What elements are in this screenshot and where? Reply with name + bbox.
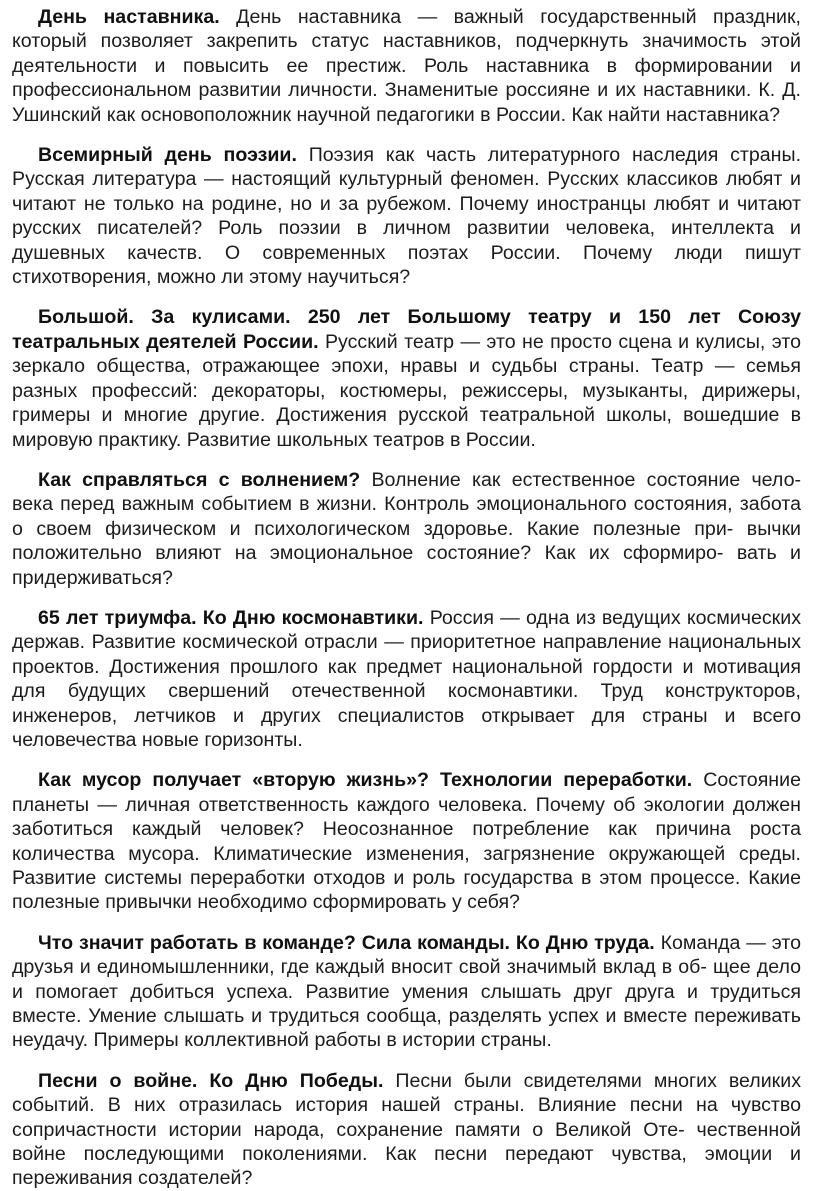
section-teamwork [12,931,801,1053]
section-poetry-day [12,143,801,289]
section-body: Команда — это друзья и единомышленники, где каждый вносит свой значимый вклад в об- щее дело и помогает добиться успеха. Развитие умения слышать друг друга и трудиться вместе. Умение слышать и трудиться сообща, разделять успех и вместе переживать неудачу. Примеры коллективной работы в истории страны. [12,931,802,1052]
section-body: Русский театр — это не просто сцена и кулисы, это зеркало общества, отражающее эпохи, нравы и судьбы страны. Театр — семья разных профессий: декораторы, костюмеры, режиссеры, музыканты, дирижеры, гримеры и многие другие. Достижения русской театральной школы, вошедшие в мировую практику. Развитие школьных театров в России. [12,330,801,451]
section-body: Россия — одна из ведущих космических держав. Развитие космической отрасли — приоритетное направление национальных проектов. Достижения прошлого как предмет национальной гордости и мотивация для будущих свершений отечественной космонавтики. Труд конструкторов, инженеров, летчиков и других специалистов открывает для страны и всего человечества новые горизонты. [12,606,801,751]
section-title: Как мусор получает «вторую жизнь»? Технологии переработки. [38,769,693,792]
section-mentor-day [12,5,801,127]
section-title: Как справляться с волнением? [38,468,361,491]
section-body: День наставника — важный государственный праздник, который позволяет закрепить статус наставников, подчеркнуть значимость этой деятельности и повысить ее престиж. Роль наставника в формировании и профессиональном развитии личности. Знаменитые россияне и их наставники. К. Д. Ушинский как основоположник научной педагогики в России. Как найти наставника? [12,6,801,126]
section-body: Песни были свидетелями многих великих событий. В них отразилась история нашей страны. Влияние песни на чувство сопричастности истории народа, сохранение памяти о Великой Оте- чественной войне последующими поколениями. Как песни передают чувства, эмоции и переживания создателей? [12,1069,802,1190]
section-body: Состояние планеты — личная ответственность каждого человека. Почему об экологии должен заботиться каждый человек? Неосознанное потребление как причина роста количества мусора. Климатические изменения, загрязнение окружающей среды. Развитие системы переработки отходов и роль государства в этом процессе. Какие полезные привычки необходимо сформировать у себя? [12,769,801,914]
section-title: 65 лет триумфа. Ко Дню космонавтики. [38,606,424,629]
section-war-songs [12,1069,801,1191]
section-cosmonautics-day [12,606,801,752]
section-title: Всемирный день поэзии. [38,144,297,167]
section-recycling [12,768,801,914]
section-body: Волнение как естественное состояние чело- века перед важным событием в жизни. Контроль эмоционального состояния, забота о своем физическом и психологическом здоровье. Какие полезные при- вычки положительно влияют на эмоциональное состояние? Как их сформиро- вать и придерживаться? [12,468,802,589]
section-bolshoi-theatre [12,305,801,451]
section-title: Песни о войне. Ко Дню Победы. [38,1069,384,1092]
section-title: Что значит работать в команде? Сила команды. Ко Дню труда. [38,931,655,954]
section-title: День наставника. [38,6,220,28]
section-body: Поэзия как часть литературного наследия страны. Русская литература — настоящий культурный феномен. Русских классиков любят и читают не только на родине, но и за рубежом. Почему иностранцы любят и читают русских писателей? Роль поэзии в личном развитии человека, интеллекта и душевных качеств. О современных поэтах России. Почему люди пишут стихотворения, можно ли этому научиться? [12,144,802,289]
section-title: Большой. За кулисами. 250 лет Большому театру и 150 лет Союзу театральных деятелей России. [12,306,801,353]
section-handling-anxiety [12,468,801,590]
